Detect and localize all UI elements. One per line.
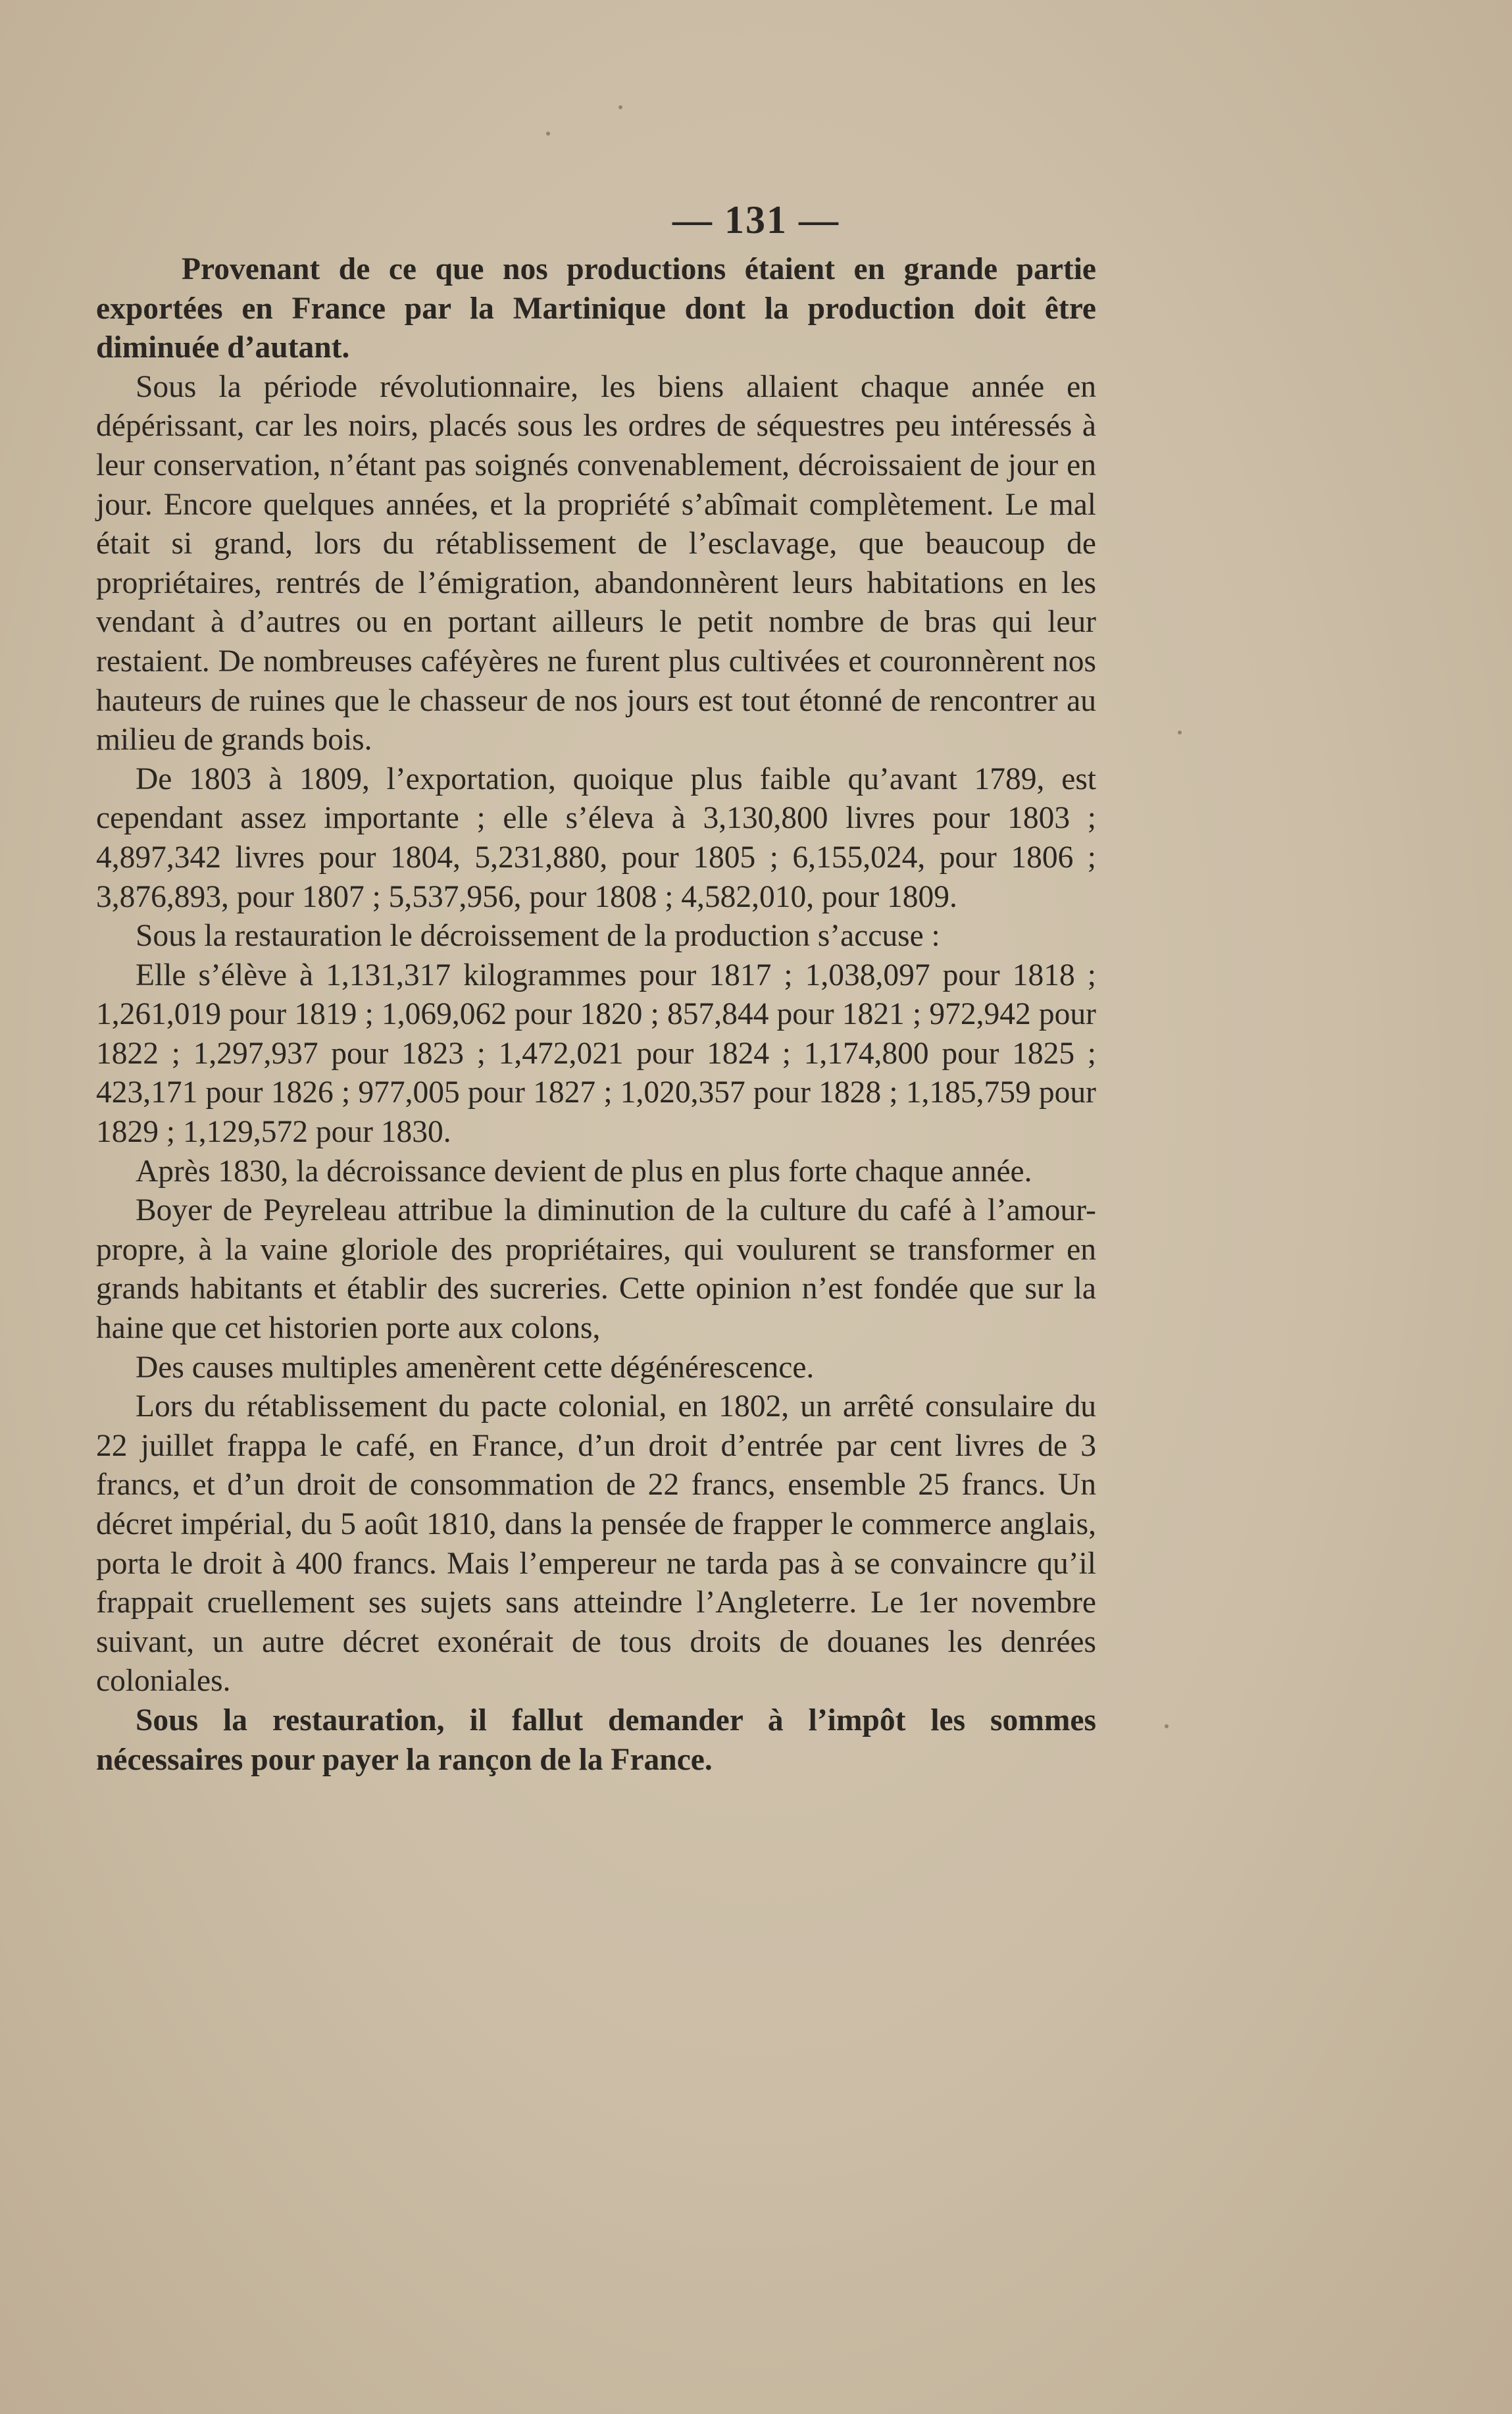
page-number: — 131 — [672,198,840,242]
paragraph: De 1803 à 1809, l’exportation, quoique plus faible qu’avant 1789, est cependant assez importante ; elle s’éleva à 3,130,800 livres pour 1803 ; 4,897,342 livres pour 1804, 5,231,880, pour 1805 ; 6,155,024, pour 1806 ; 3,876,893, pour 1807 ; 5,537,956, pour 1808 ; 4,582,010, pour 1809. [96,761,1096,914]
paragraph: Sous la restauration le décroissement de la production s’accuse : [136,919,940,954]
paragraph: Des causes multiples amenèrent cette dégénérescence. [136,1350,815,1385]
paper-speck [546,132,550,136]
body-text [96,250,1096,1780]
paper-speck [1165,1724,1169,1728]
paper-speck [1178,731,1182,734]
paragraph: Elle s’élève à 1,131,317 kilogrammes pour 1817 ; 1,038,097 pour 1818 ; 1,261,019 pour 1819 ; 1,069,062 pour 1820 ; 857,844 pour 1821 ; 972,942 pour 1822 ; 1,297,937 pour 1823 ; 1,472,021 pour 1824 ; 1,174,800 pour 1825 ; 423,171 pour 1826 ; 977,005 pour 1827 ; 1,020,357 pour 1828 ; 1,185,759 pour 1829 ; 1,129,572 pour 1830. [96,958,1096,1150]
paper-speck [618,105,622,109]
paragraph: Lors du rétablissement du pacte colonial, en 1802, un arrêté consulaire du 22 juillet frappa le café, en France, d’un droit d’entrée par cent livres de 3 francs, et d’un droit de consommation de 22 francs, ensemble 25 francs. Un décret impérial, du 5 août 1810, dans la pensée de frapper le commerce anglais, porta le droit à 400 francs. Mais l’empereur ne tarda pas à se convaincre qu’il frappait cruellement ses sujets sans atteindre l’Angleterre. Le 1er novembre suivant, un autre décret exonérait de tous droits de douanes les denrées coloniales. [96,1389,1096,1699]
paragraph: Provenant de ce que nos productions étaient en grande partie exportées en France par la Martinique dont la production doit être diminuée d’autant. [96,252,1096,365]
paragraph: Sous la période révolutionnaire, les biens allaient chaque année en dépérissant, car les noirs, placés sous les ordres de séquestres peu intéressés à leur conservation, n’étant pas soignés convenablement, décroissaient de jour en jour. Encore quelques années, et la propriété s’abîmait complètement. Le mal était si grand, lors du rétablissement de l’esclavage, que beaucoup de propriétaires, rentrés de l’émigration, abandonnèrent leurs habitations en les vendant à d’autres ou en portant ailleurs le petit nombre de bras qui leur restaient. De nombreuses caféyères ne furent plus cultivées et couronnèrent nos hauteurs de ruines que le chasseur de nos jours est tout étonné de rencontrer au milieu de grands bois. [96,369,1096,758]
paragraph: Sous la restauration, il fallut demander à l’impôt les sommes nécessaires pour payer la rançon de la France. [96,1703,1096,1777]
paragraph: Boyer de Peyreleau attribue la diminution de la culture du café à l’amour-propre, à la vaine gloriole des propriétaires, qui voulurent se transformer en grands habitants et établir des sucreries. Cette opinion n’est fondée que sur la haine que cet historien porte aux colons, [96,1193,1096,1346]
paragraph: Après 1830, la décroissance devient de plus en plus forte chaque année. [136,1154,1032,1189]
